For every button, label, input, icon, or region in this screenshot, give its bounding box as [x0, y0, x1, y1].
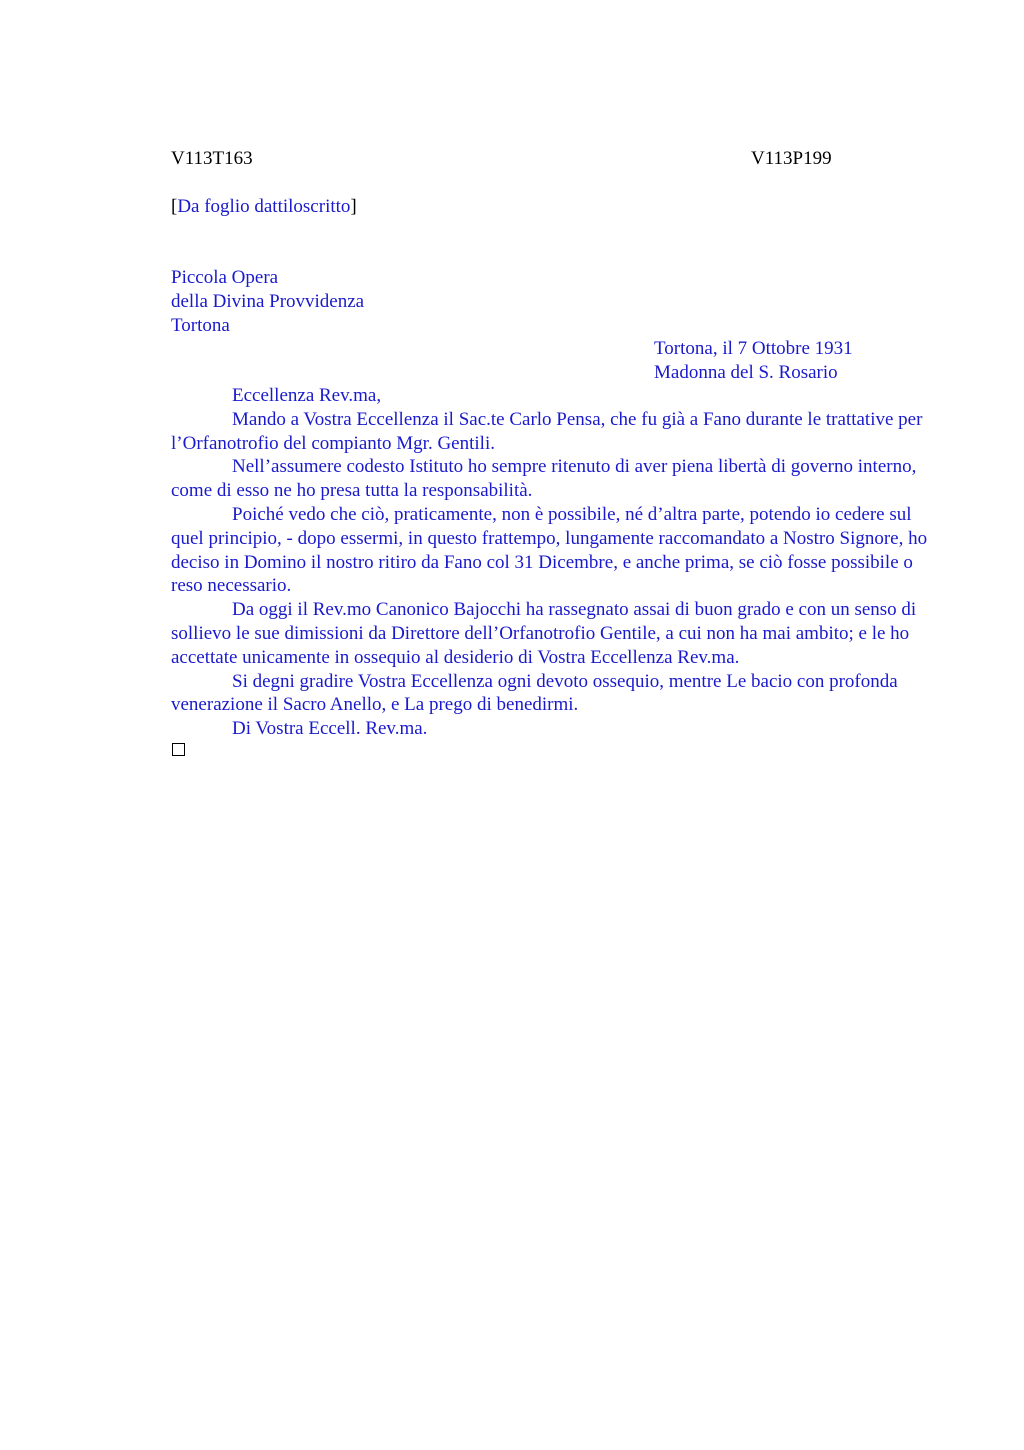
letter-paragraph: Da oggi il Rev.mo Canonico Bajocchi ha rassegnato assai di buon grado e con un senso di sollievo le sue dimissioni da Direttore dell’Orfanotrofio Gentile, a cui non ha mai ambito; e le ho accettate unicamente in ossequio al desiderio di Vostra Eccellenza Rev.ma.	[171, 599, 917, 668]
source-note-close-bracket: ]	[350, 196, 357, 217]
source-note	[171, 195, 357, 219]
letter-salutation: Eccellenza Rev.ma,	[232, 385, 382, 406]
source-note-open-bracket: [	[171, 196, 178, 217]
dateline-feast: Madonna del S. Rosario	[654, 361, 838, 383]
document-code-left: V113T163	[171, 148, 253, 169]
document-code-right: V113P199	[751, 148, 832, 169]
sender-line: della Divina Provvidenza	[171, 290, 365, 312]
empty-square-icon	[172, 743, 185, 756]
dateline-block	[654, 337, 853, 385]
sender-block	[171, 266, 364, 337]
letter-paragraph: Poiché vedo che ciò, praticamente, non è possibile, né d’altra parte, potendo io cedere sul quel principio, - dopo essermi, in questo frattempo, lungamente raccomandato a Nostro Signore, ho deciso in Domino il nostro ritiro da Fano col 31 Dicembre, e anche prima, se ciò fosse possibile o reso necessario.	[171, 503, 928, 597]
letter-paragraph: Nell’assumere codesto Istituto ho sempre ritenuto di aver piena libertà di governo interno, come di esso ne ho presa tutta la responsabilità.	[171, 456, 917, 502]
sender-line: Piccola Opera	[171, 267, 279, 288]
letter-body	[171, 384, 931, 741]
sender-line: Tortona	[171, 314, 230, 336]
source-note-text: Da foglio dattiloscritto	[177, 196, 351, 217]
letter-paragraph: Si degni gradire Vostra Eccellenza ogni devoto ossequio, mentre Le bacio con profonda venerazione il Sacro Anello, e La prego di benedirmi.	[171, 670, 898, 716]
dateline-place-date: Tortona, il 7 Ottobre 1931	[654, 338, 853, 359]
letter-closing: Di Vostra Eccell. Rev.ma.	[232, 718, 428, 740]
letter-paragraph: Mando a Vostra Eccellenza il Sac.te Carlo Pensa, che fu già a Fano durante le trattative per l’Orfanotrofio del compianto Mgr. Gentili.	[171, 408, 923, 454]
